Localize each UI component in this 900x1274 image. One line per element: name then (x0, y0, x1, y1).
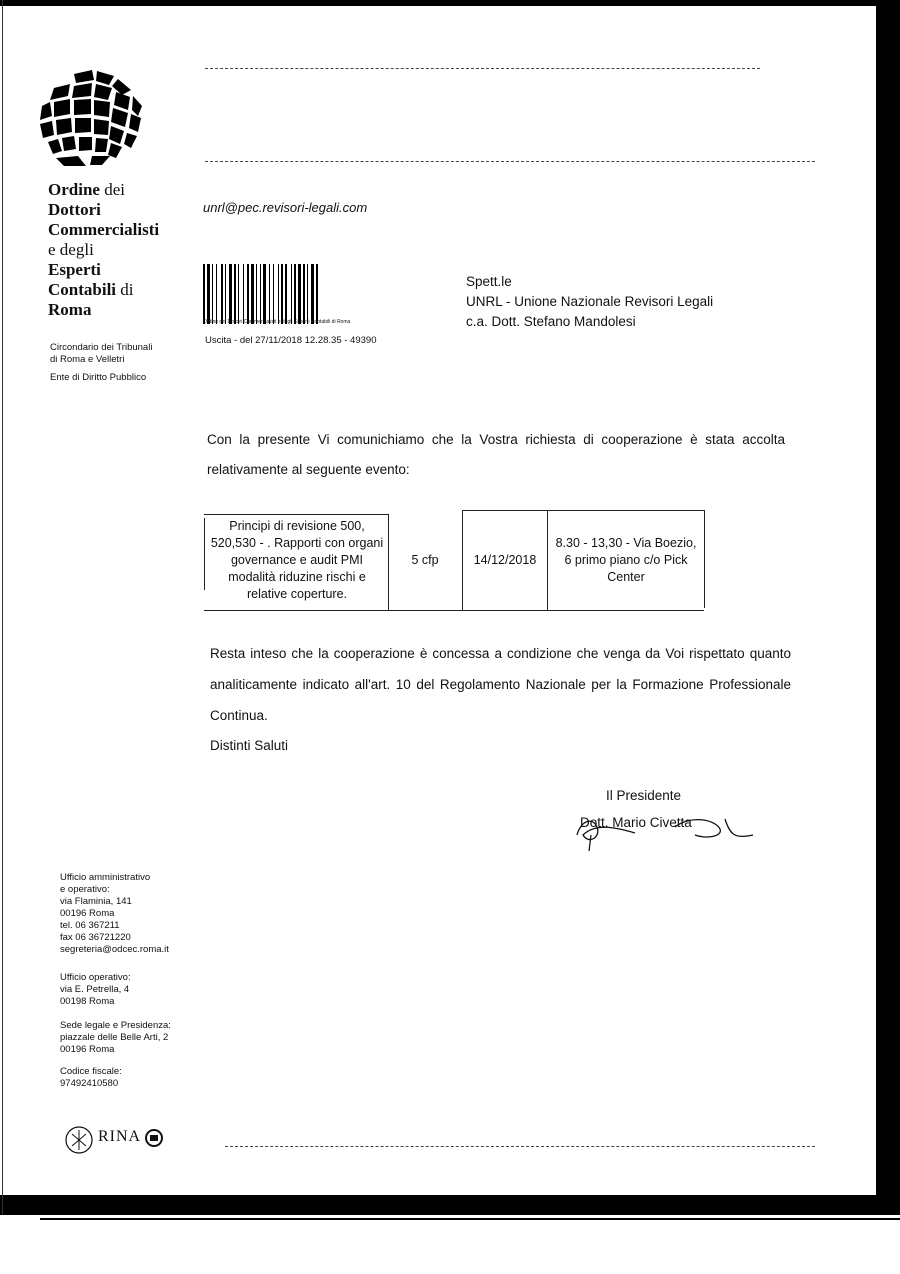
closing-greeting: Distinti Saluti (210, 738, 289, 753)
rina-label: RINA (98, 1128, 142, 1145)
event-title-cell (208, 510, 386, 611)
recipient-attention: c.a. Dott. Stefano Mandolesi (466, 314, 636, 329)
footer-operative-office (60, 972, 131, 1008)
org-name-line: Contabili di (48, 280, 134, 299)
event-table (204, 510, 706, 611)
recipient-name: UNRL - Unione Nazionale Revisori Legali (466, 294, 714, 309)
handwritten-signature (575, 805, 755, 855)
footer-line: Ufficio amministrativo (60, 872, 151, 883)
subtitle-line: Circondario dei Tribunali (50, 342, 153, 353)
scan-border-right (876, 0, 900, 1195)
subtitle-line: di Roma e Velletri (50, 354, 125, 365)
scan-line-left (2, 0, 3, 1215)
event-location: 8.30 - 13,30 - Via Boezio, 6 primo piano c/o Pick Center (555, 536, 697, 584)
table-border (462, 510, 463, 611)
footer-email: segreteria@odcec.roma.it (60, 944, 169, 955)
odcec-globe-logo (34, 66, 149, 171)
event-location-cell (554, 510, 698, 611)
table-border (204, 518, 205, 590)
footer-line: Sede legale e Presidenza: (60, 1020, 171, 1031)
rina-certification (62, 1122, 172, 1158)
footer-line: tel. 06 367211 (60, 920, 120, 931)
table-border (704, 510, 705, 608)
footer-line: fax 06 36721220 (60, 932, 131, 943)
org-name-line: e degli (48, 240, 94, 259)
org-name-line: Ordine dei (48, 180, 125, 199)
footer-line: e operativo: (60, 884, 110, 895)
footer-line: 00196 Roma (60, 1044, 115, 1055)
protocol-number: Uscita - del 27/11/2018 12.28.35 - 49390 (205, 335, 377, 346)
footer-line: piazzale delle Belle Arti, 2 (60, 1032, 169, 1043)
footer-legal-office (60, 1020, 171, 1056)
signer-role: Il Presidente (606, 788, 682, 803)
org-name-line: Esperti (48, 260, 101, 279)
intro-paragraph: Con la presente Vi comunichiamo che la Vostra richiesta di cooperazione è stata accolta relativamente al seguente evento: (207, 432, 785, 477)
event-credits-cell (390, 510, 460, 611)
scan-line-bottom (40, 1218, 900, 1220)
event-title: Principi di revisione 500, 520,530 - . Rapporti con organi governance e audit PMI modalità riduzine rischi e relative coperture. (210, 519, 384, 601)
recipient-block (466, 272, 713, 332)
footer-tax-code (60, 1066, 122, 1090)
pec-address: unrl@pec.revisori-legali.com (203, 200, 368, 215)
scan-border-top (0, 0, 900, 6)
footer-line: via E. Petrella, 4 (60, 984, 130, 995)
organization-name (48, 180, 198, 320)
table-border (388, 514, 389, 611)
body-paragraph: Resta inteso che la cooperazione è concessa a condizione che venga da Voi rispettato quanto analiticamente indicato all'art. 10 del Regolamento Nazionale per la Formazione Professionale Continua. (210, 646, 791, 723)
org-name-line: Roma (48, 300, 92, 319)
footer-line: 97492410580 (60, 1078, 119, 1089)
event-date-cell (464, 510, 546, 611)
scan-border-bottom (0, 1195, 900, 1215)
event-credits: 5 cfp (411, 553, 439, 567)
footer-line: 00196 Roma (60, 908, 115, 919)
footer-rule (225, 1146, 815, 1147)
org-name-line: Dottori (48, 200, 101, 219)
table-border (547, 510, 548, 611)
legal-status: Ente di Diritto Pubblico (50, 372, 147, 383)
header-rule-2 (205, 161, 815, 162)
footer-line: Ufficio operativo: (60, 972, 131, 983)
signer-name: Dott. Mario Civetta (580, 815, 692, 830)
footer-line: via Flaminia, 141 (60, 896, 132, 907)
footer-line: 00198 Roma (60, 996, 115, 1007)
header-rule-1 (205, 68, 760, 69)
barcode-icon (203, 264, 399, 324)
footer-admin-office (60, 872, 169, 956)
organization-subtitle (50, 342, 200, 384)
org-name-line: Commercialisti (48, 220, 160, 239)
event-date: 14/12/2018 (473, 553, 537, 567)
barcode-caption: Ordine dei Dottori Commercialisti e degli Esperti Contabili di Roma (203, 319, 351, 325)
recipient-salutation: Spett.le (466, 274, 512, 289)
footer-line: Codice fiscale: (60, 1066, 122, 1077)
